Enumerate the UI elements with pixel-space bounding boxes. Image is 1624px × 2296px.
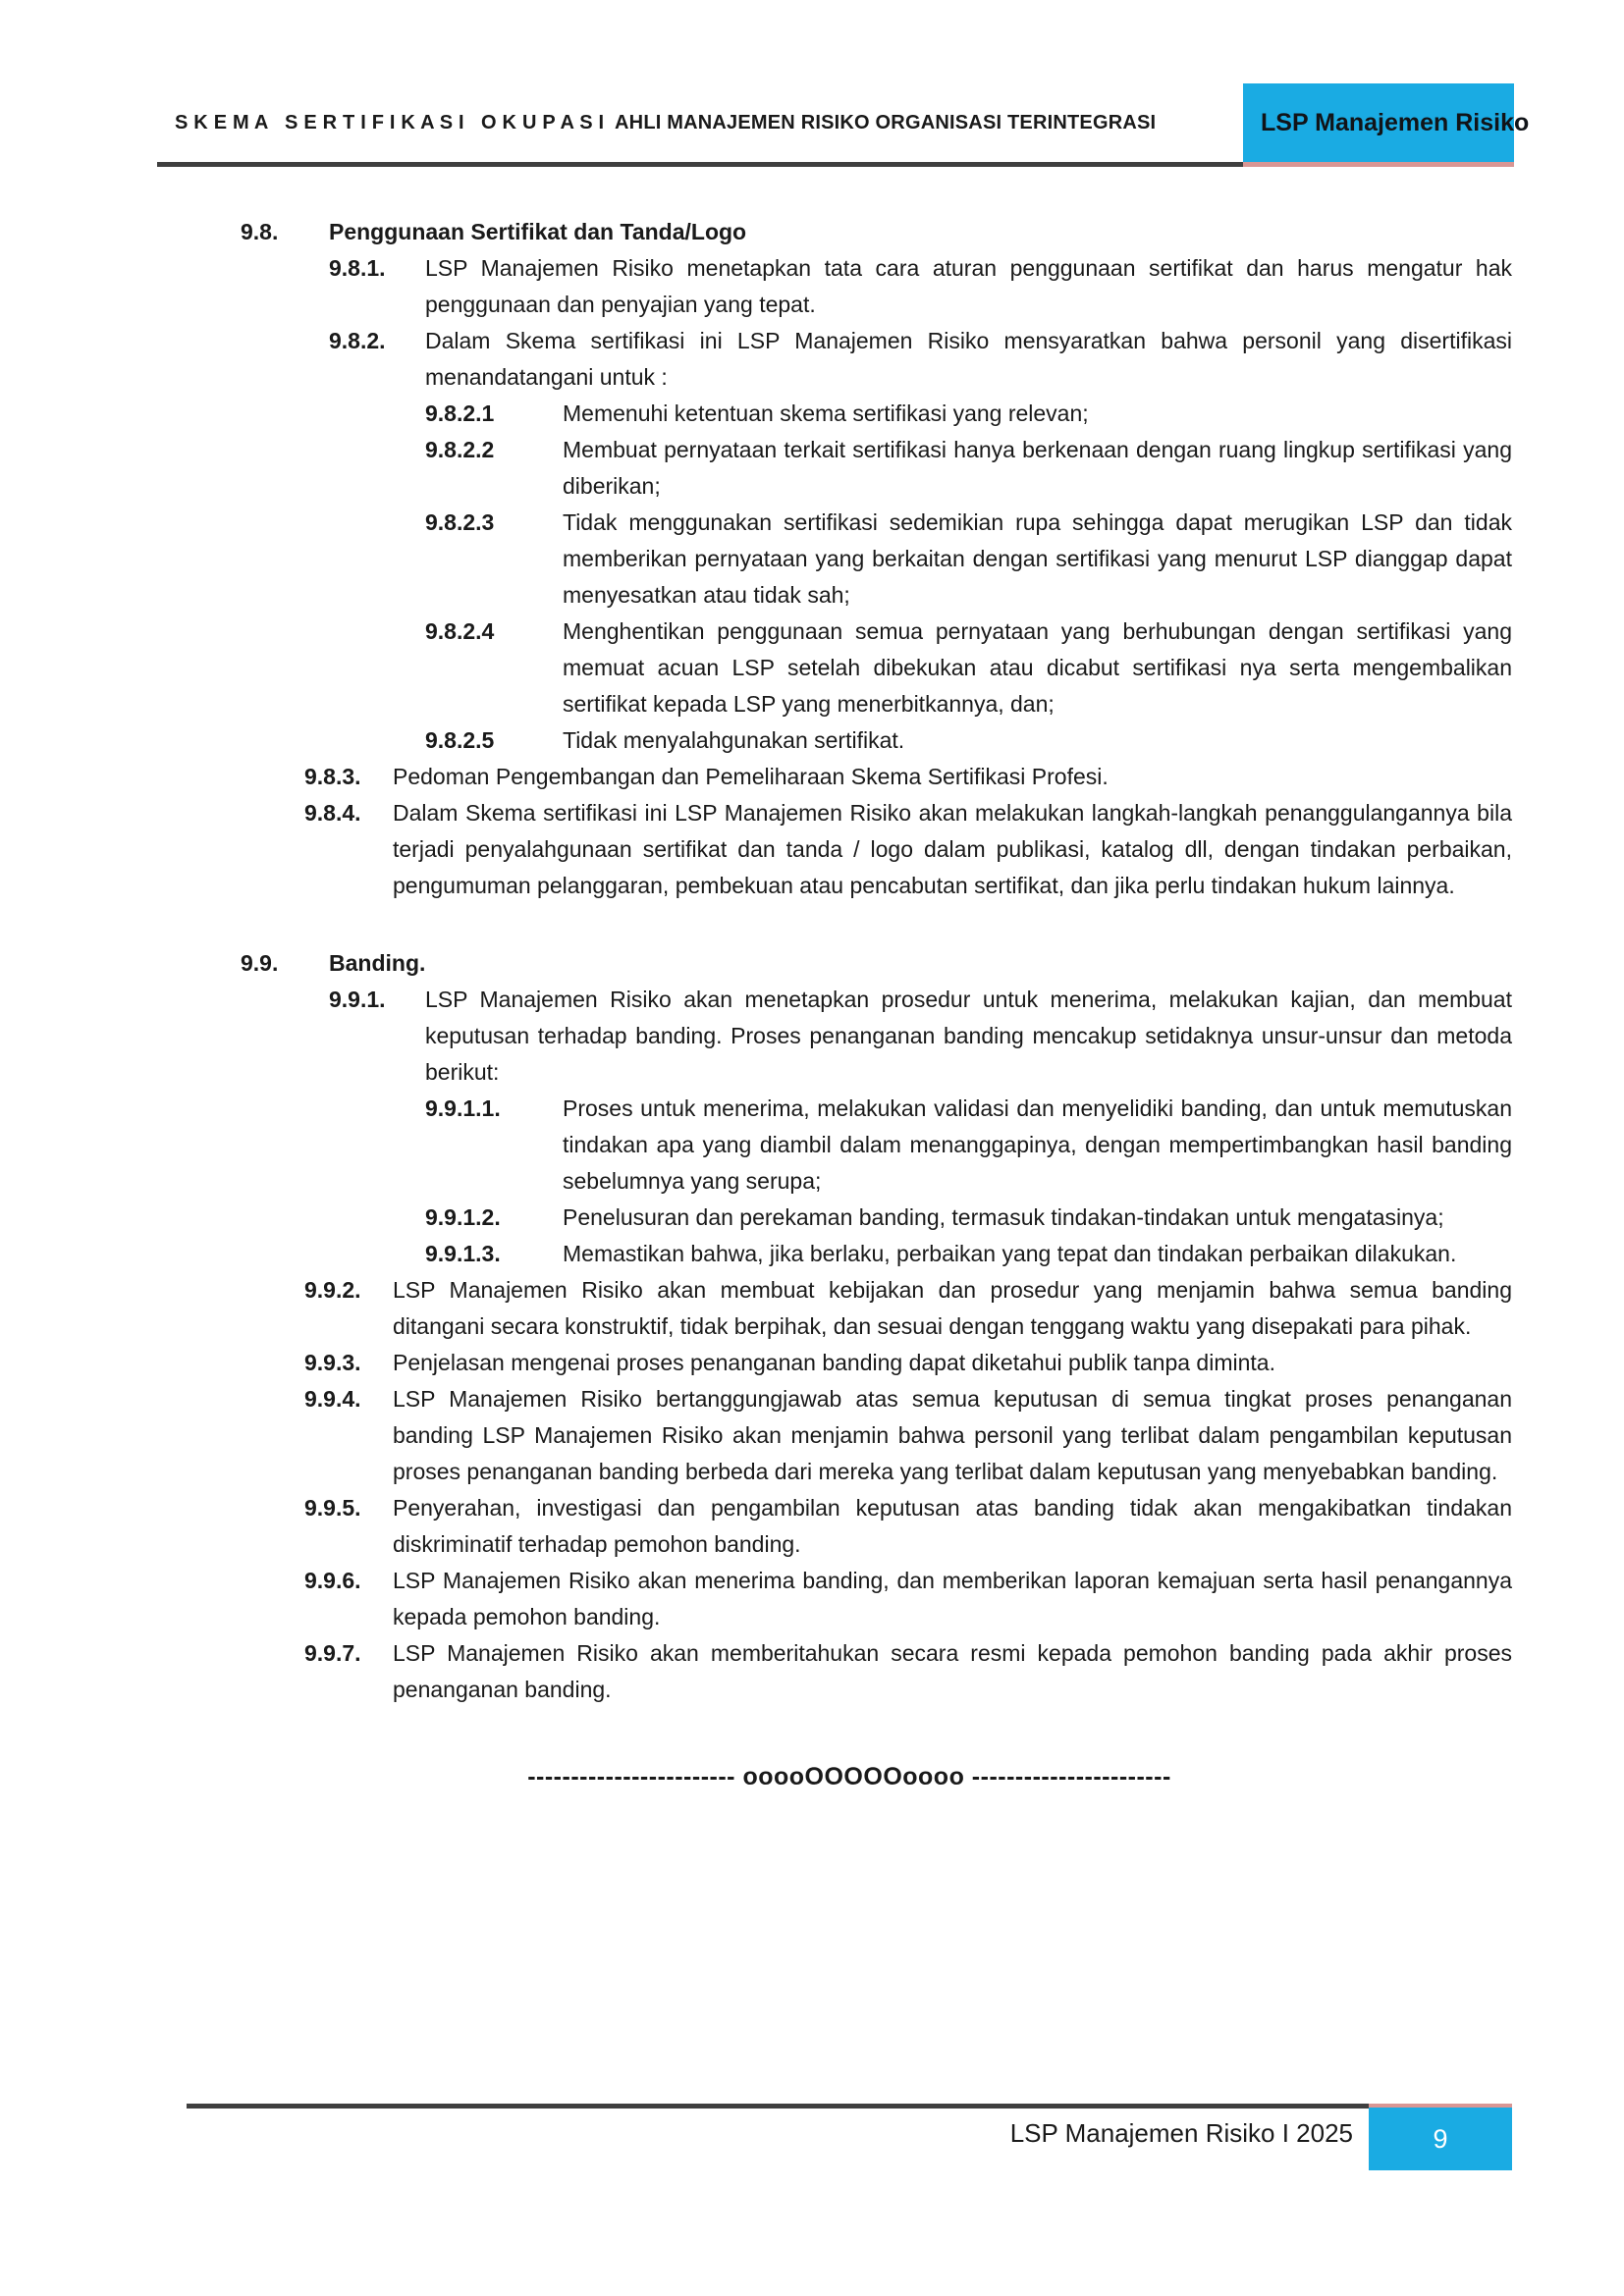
section-heading <box>187 214 1512 250</box>
doc-paragraph <box>187 505 1512 614</box>
doc-paragraph <box>187 323 1512 396</box>
item-number: 9.9.1.2. <box>425 1204 501 1230</box>
item-text: Penelusuran dan perekaman banding, termasuk tindakan-tindakan untuk mengatasinya; <box>563 1204 1444 1230</box>
section-title: Penggunaan Sertifikat dan Tanda/Logo <box>329 219 747 244</box>
item-text: LSP Manajemen Risiko bertanggungjawab atas semua keputusan di semua tingkat proses penanganan banding LSP Manajemen Risiko akan menjamin bahwa personil yang terlibat dalam pengambilan keputusan proses penanganan banding berbeda dari mereka yang terlibat dalam keputusan yang menyebabkan banding. <box>393 1386 1512 1484</box>
doc-paragraph <box>187 1563 1512 1635</box>
item-text: Tidak menyalahgunakan sertifikat. <box>563 727 905 753</box>
item-number: 9.9.5. <box>304 1495 361 1521</box>
doc-paragraph <box>187 432 1512 505</box>
item-number: 9.8.2.3 <box>425 509 495 535</box>
item-text: Penjelasan mengenai proses penanganan banding dapat diketahui publik tanpa diminta. <box>393 1350 1275 1375</box>
item-number: 9.8.4. <box>304 800 361 826</box>
footer-rule <box>187 2104 1369 2149</box>
page-footer <box>187 2104 1512 2170</box>
item-number: 9.9.1.3. <box>425 1241 501 1266</box>
item-number: 9.9.1. <box>329 987 386 1012</box>
item-number: 9.8.1. <box>329 255 386 281</box>
doc-paragraph <box>187 396 1512 432</box>
item-number: 9.8.2.2 <box>425 437 495 462</box>
item-text: Dalam Skema sertifikasi ini LSP Manajemen Risiko mensyaratkan bahwa personil yang disertifikasi menandatangani untuk : <box>425 328 1512 390</box>
doc-paragraph <box>187 982 1512 1091</box>
item-number: 9.9.1.1. <box>425 1095 501 1121</box>
item-number: 9.8.2.1 <box>425 400 495 426</box>
section-number: 9.9. <box>241 950 279 976</box>
item-text: Proses untuk menerima, melakukan validasi dan menyelidiki banding, dan untuk memutuskan tindakan apa yang diambil dalam menanggapinya, dengan mempertimbangkan hasil banding sebelumnya yang serupa; <box>563 1095 1512 1194</box>
page-number-box <box>1369 2104 1512 2170</box>
item-text: Membuat pernyataan terkait sertifikasi hanya berkenaan dengan ruang lingkup sertifikasi yang diberikan; <box>563 437 1512 499</box>
doc-paragraph <box>187 1490 1512 1563</box>
doc-paragraph <box>187 795 1512 904</box>
item-text: Pedoman Pengembangan dan Pemeliharaan Skema Sertifikasi Profesi. <box>393 764 1109 789</box>
page-number: 9 <box>1433 2123 1448 2154</box>
doc-paragraph <box>187 1091 1512 1200</box>
doc-paragraph <box>187 1236 1512 1272</box>
item-number: 9.8.2. <box>329 328 386 353</box>
end-of-document-separator: ------------------------ ooooOOOOOoooo ----------------------- <box>527 1763 1171 1790</box>
item-text: LSP Manajemen Risiko akan memberitahukan secara resmi kepada pemohon banding pada akhir proses penanganan banding. <box>393 1640 1512 1702</box>
doc-paragraph <box>187 759 1512 795</box>
item-text: Penyerahan, investigasi dan pengambilan keputusan atas banding tidak akan mengakibatkan tindakan diskriminatif terhadap pemohon banding. <box>393 1495 1512 1557</box>
item-number: 9.9.2. <box>304 1277 361 1303</box>
doc-paragraph <box>187 1635 1512 1708</box>
doc-paragraph <box>187 722 1512 759</box>
item-number: 9.9.4. <box>304 1386 361 1412</box>
item-number: 9.9.3. <box>304 1350 361 1375</box>
item-number: 9.8.2.4 <box>425 618 495 644</box>
item-text: Memenuhi ketentuan skema sertifikasi yang relevan; <box>563 400 1089 426</box>
doc-paragraph <box>187 250 1512 323</box>
item-text: Menghentikan penggunaan semua pernyataan yang berhubungan dengan sertifikasi yang memuat acuan LSP setelah dibekukan atau dicabut sertifikasi nya serta mengembalikan sertifikat kepada LSP yang menerbitkannya, dan; <box>563 618 1512 717</box>
doc-paragraph <box>187 1381 1512 1490</box>
item-text: Tidak menggunakan sertifikasi sedemikian rupa sehingga dapat merugikan LSP dan tidak memberikan pernyataan yang berkaitan dengan sertifikasi yang menurut LSP dianggap dapat menyesatkan atau tidak sah; <box>563 509 1512 608</box>
item-text: LSP Manajemen Risiko menetapkan tata cara aturan penggunaan sertifikat dan harus mengatur hak penggunaan dan penyajian yang tepat. <box>425 255 1512 317</box>
item-text: LSP Manajemen Risiko akan menerima banding, dan memberikan laporan kemajuan serta hasil penangannya kepada pemohon banding. <box>393 1568 1512 1629</box>
section-number: 9.8. <box>241 219 279 244</box>
doc-paragraph <box>187 1272 1512 1345</box>
item-number: 9.9.7. <box>304 1640 361 1666</box>
document-title: S K E M A S E R T I F I K A S I O K U P A S I AHLI MANAJEMEN RISIKO ORGANISASI TERINTEGRASI <box>157 83 1243 167</box>
page-header <box>157 83 1530 167</box>
doc-paragraph <box>187 614 1512 722</box>
section-heading <box>187 945 1512 982</box>
lsp-badge: LSP Manajemen Risiko <box>1243 83 1514 167</box>
footer-text: LSP Manajemen Risiko I 2025 <box>1009 2118 1353 2148</box>
section-title: Banding. <box>329 950 426 976</box>
item-number: 9.8.2.5 <box>425 727 495 753</box>
doc-paragraph <box>187 1345 1512 1381</box>
document-body <box>187 214 1512 1795</box>
doc-paragraph <box>187 1200 1512 1236</box>
item-text: LSP Manajemen Risiko akan membuat kebijakan dan prosedur yang menjamin bahwa semua banding ditangani secara konstruktif, tidak berpihak, dan sesuai dengan tenggang waktu yang disepakati para pihak. <box>393 1277 1512 1339</box>
item-number: 9.8.3. <box>304 764 361 789</box>
item-number: 9.9.6. <box>304 1568 361 1593</box>
item-text: Memastikan bahwa, jika berlaku, perbaikan yang tepat dan tindakan perbaikan dilakukan. <box>563 1241 1457 1266</box>
item-text: Dalam Skema sertifikasi ini LSP Manajemen Risiko akan melakukan langkah-langkah penanggulangannya bila terjadi penyalahgunaan sertifikat dan tanda / logo dalam publikasi, katalog dll, dengan tindakan perbaikan, pengumuman pelanggaran, pembekuan atau pencabutan sertifikat, dan jika perlu tindakan hukum lainnya. <box>393 800 1512 898</box>
item-text: LSP Manajemen Risiko akan menetapkan prosedur untuk menerima, melakukan kajian, dan membuat keputusan terhadap banding. Proses penanganan banding mencakup setidaknya unsur-unsur dan metoda berikut: <box>425 987 1512 1085</box>
